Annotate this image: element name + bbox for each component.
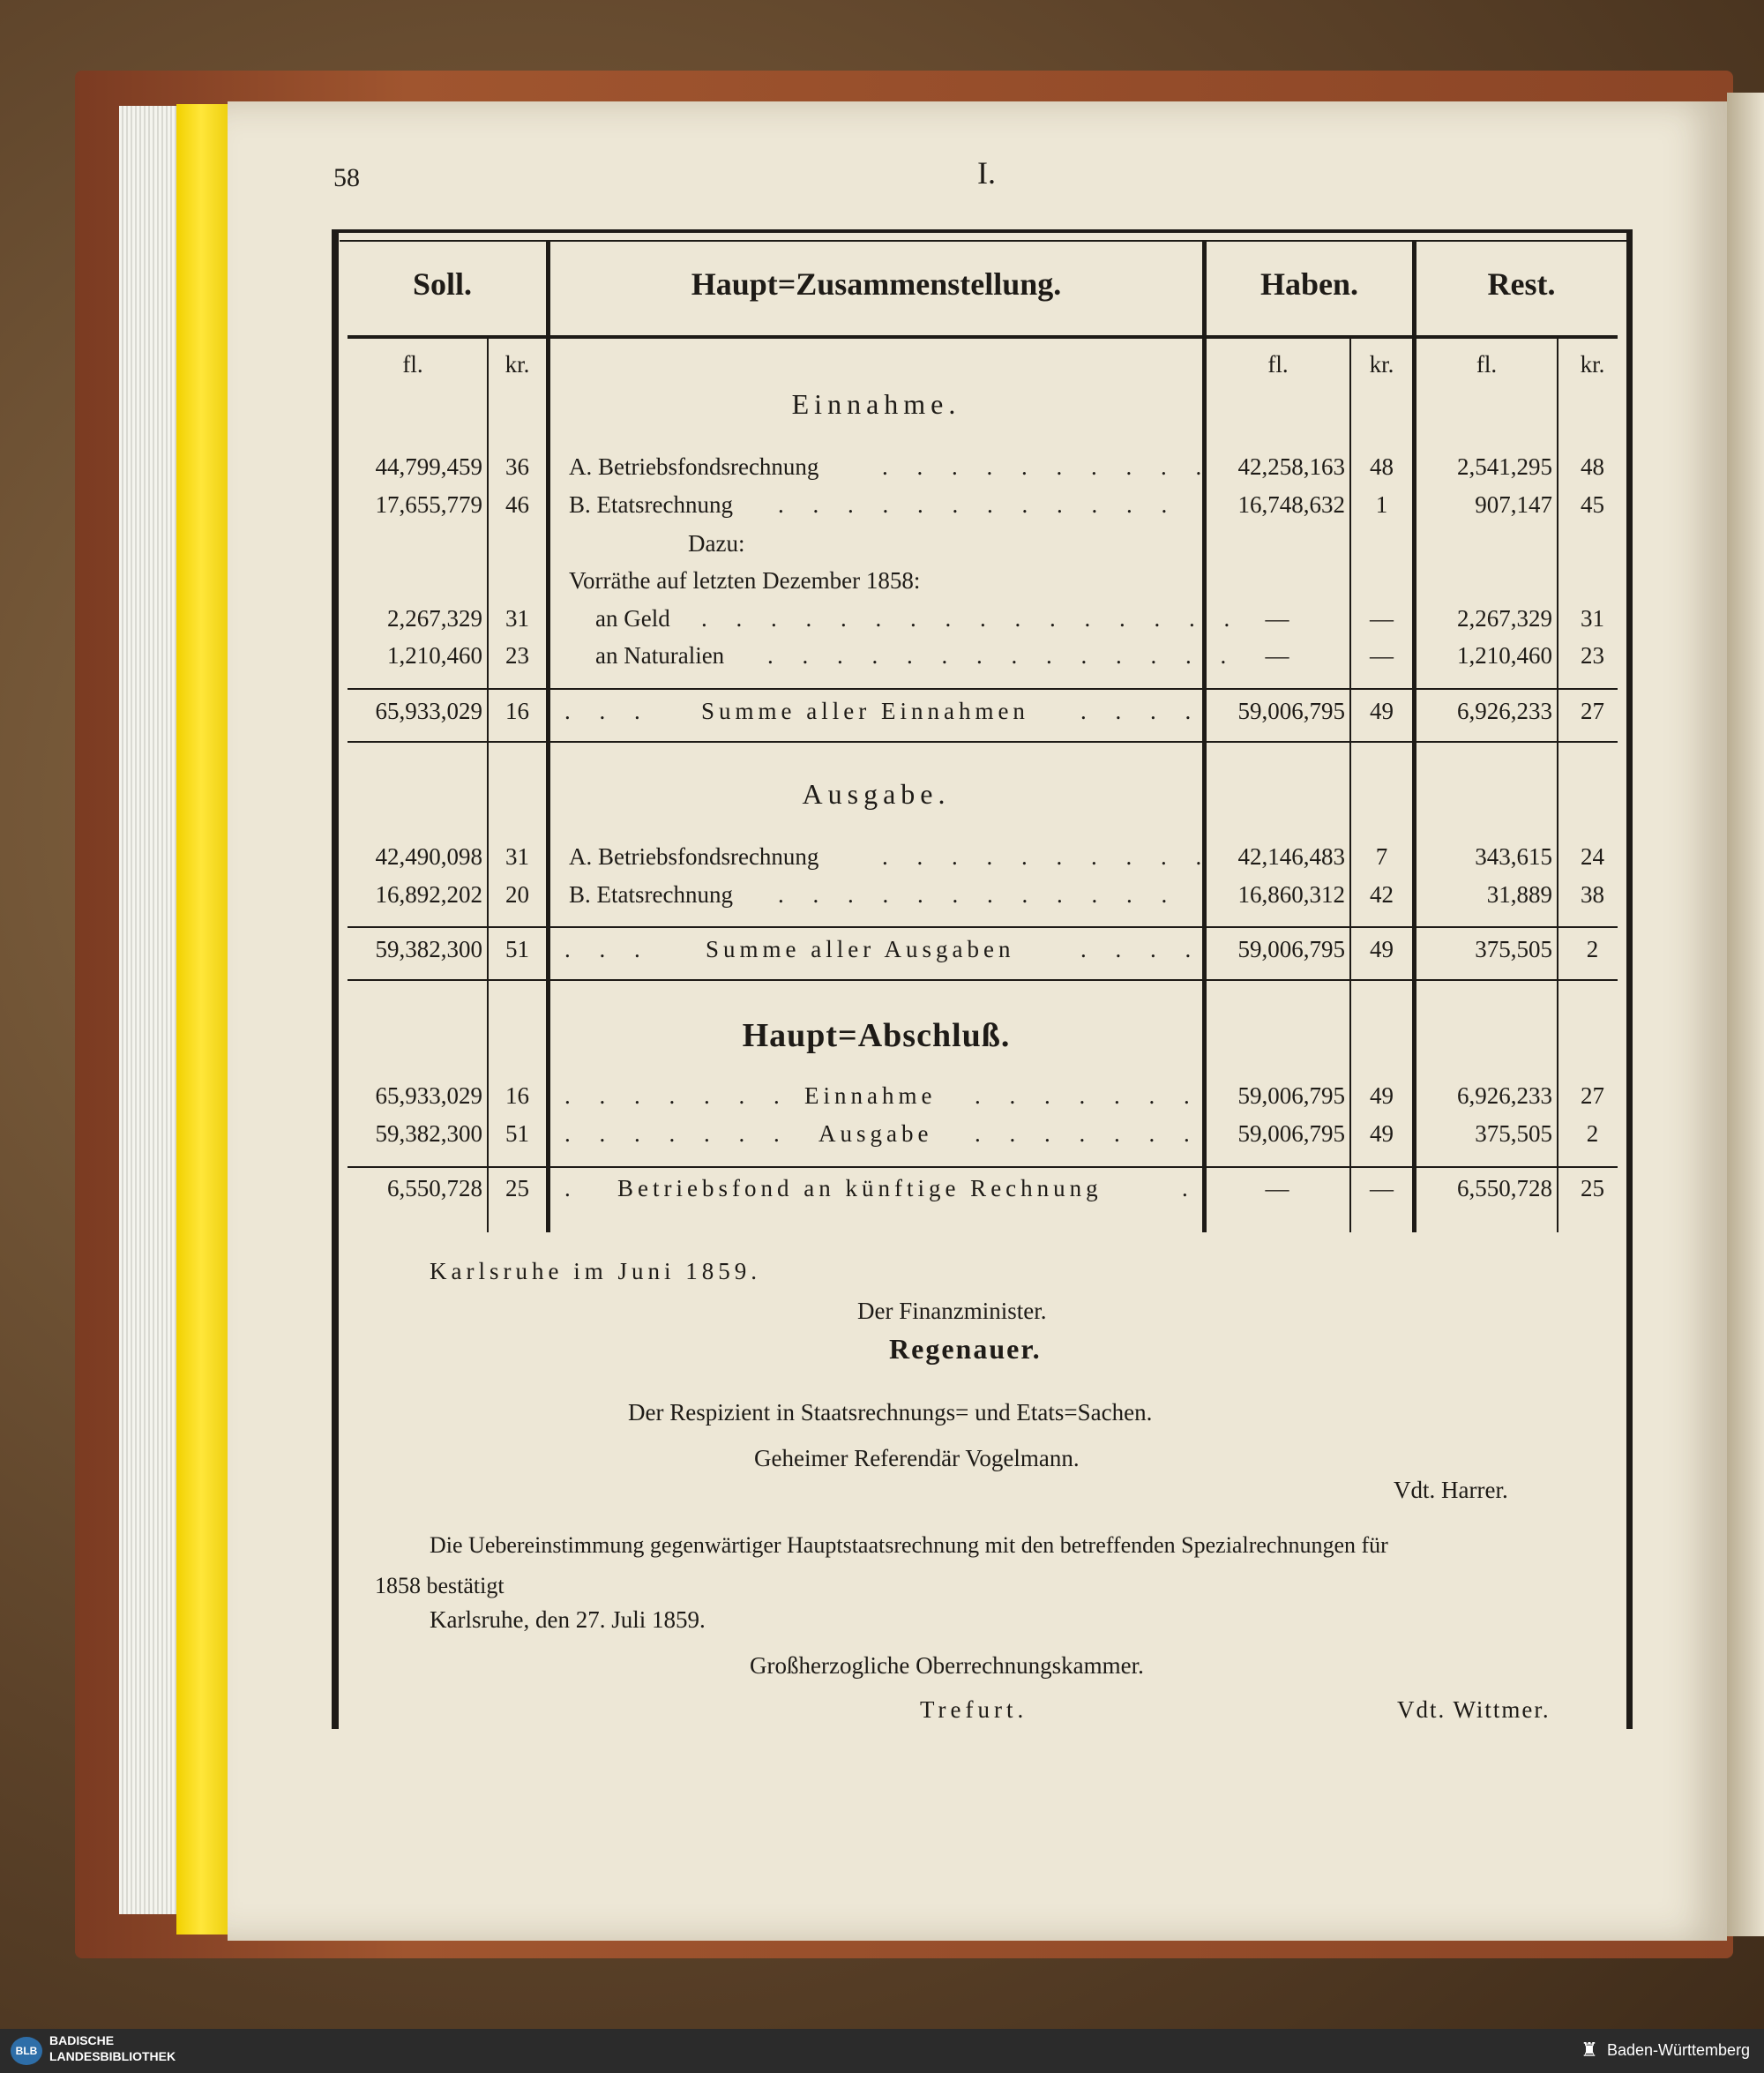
row-1-dots: . . . . . . . . . . . . xyxy=(778,491,1179,518)
sum-rule-ausgaben-bottom xyxy=(348,979,1618,981)
row-6-rest-kr: 27 xyxy=(1581,698,1604,724)
unit-rest-fl: fl. xyxy=(1476,351,1498,378)
row-0-haben-fl: 42,258,163 xyxy=(1237,453,1345,480)
row-9-dots-right: . . . . xyxy=(1080,936,1203,962)
row-11-soll-kr: 51 xyxy=(505,1120,529,1147)
row-6-dots-right: . . . . xyxy=(1080,698,1203,724)
row-11-rest-kr: 2 xyxy=(1586,1120,1599,1147)
row-9-label: Summe aller Ausgaben xyxy=(706,936,1015,962)
sum-rule-abschluss xyxy=(348,1166,1618,1168)
row-10-rest-kr: 27 xyxy=(1581,1082,1604,1109)
row-4-label: an Geld xyxy=(595,605,670,632)
row-0-haben-kr: 48 xyxy=(1370,453,1394,480)
header-bottom-rule xyxy=(348,335,1618,339)
unit-haben-kr: kr. xyxy=(1369,351,1394,378)
row-10-dots-left: . . . . . . . xyxy=(564,1082,791,1109)
row-8-rest-fl: 31,889 xyxy=(1486,881,1552,908)
row-4-soll-fl: 2,267,329 xyxy=(387,605,482,632)
facing-page-edge xyxy=(1727,93,1764,1936)
unit-soll-kr: kr. xyxy=(505,351,530,378)
row-4-haben-fl: — xyxy=(1265,605,1289,632)
unit-soll-fl: fl. xyxy=(402,351,423,378)
row-1-soll-fl: 17,655,779 xyxy=(375,491,482,518)
row-5-soll-kr: 23 xyxy=(505,642,529,669)
row-12-soll-kr: 25 xyxy=(505,1175,529,1201)
trefurt: Trefurt. xyxy=(920,1696,1028,1723)
row-7-soll-kr: 31 xyxy=(505,843,529,870)
section-haupt-abschluss: Haupt=Abschluß. xyxy=(742,1017,1011,1054)
row-11-haben-fl: 59,006,795 xyxy=(1237,1120,1345,1147)
row-9-rest-kr: 2 xyxy=(1586,936,1599,962)
row-5-rest-kr: 23 xyxy=(1581,642,1604,669)
row-8-soll-kr: 20 xyxy=(505,881,529,908)
row-5-label: an Naturalien xyxy=(595,642,725,669)
row-0-soll-kr: 36 xyxy=(505,453,529,480)
row-6-haben-fl: 59,006,795 xyxy=(1237,698,1345,724)
row-7-label: A. Betriebsfondsrechnung xyxy=(569,843,819,870)
row-0-rest-fl: 2,541,295 xyxy=(1457,453,1552,480)
place-date-1: Karlsruhe im Juni 1859. xyxy=(430,1258,761,1284)
blb-logo[interactable]: BLB xyxy=(11,2037,42,2065)
referendar: Geheimer Referendär Vogelmann. xyxy=(754,1445,1080,1471)
row-11-dots-left: . . . . . . . xyxy=(564,1120,791,1147)
table-left-border xyxy=(332,229,339,1729)
row-11-haben-kr: 49 xyxy=(1370,1120,1394,1147)
row-7-rest-fl: 343,615 xyxy=(1475,843,1552,870)
chamber: Großherzogliche Oberrechnungskammer. xyxy=(750,1652,1144,1679)
row-6-soll-fl: 65,933,029 xyxy=(375,698,482,724)
row-7-haben-fl: 42,146,483 xyxy=(1237,843,1345,870)
row-4-soll-kr: 31 xyxy=(505,605,529,632)
header-main: Haupt=Zusammenstellung. xyxy=(691,266,1062,302)
row-1-rest-kr: 45 xyxy=(1581,491,1604,518)
row-6-haben-kr: 49 xyxy=(1370,698,1394,724)
row-10-haben-kr: 49 xyxy=(1370,1082,1394,1109)
row-4-haben-kr: — xyxy=(1370,605,1394,632)
row-7-soll-fl: 42,490,098 xyxy=(375,843,482,870)
unit-rest-kr: kr. xyxy=(1580,351,1605,378)
header-rest: Rest. xyxy=(1487,266,1556,302)
minister-title: Der Finanzminister. xyxy=(857,1298,1047,1324)
row-12-label: Betriebsfond an künftige Rechnung xyxy=(617,1175,1102,1201)
header-haben: Haben. xyxy=(1259,266,1359,302)
row-0-label: A. Betriebsfondsrechnung xyxy=(569,453,819,480)
row-7-rest-kr: 24 xyxy=(1581,843,1604,870)
place-date-2: Karlsruhe, den 27. Juli 1859. xyxy=(430,1606,706,1633)
row-1-label: B. Etatsrechnung xyxy=(569,491,733,518)
row-1-rest-fl: 907,147 xyxy=(1475,491,1552,518)
row-10-soll-kr: 16 xyxy=(505,1082,529,1109)
row-1-haben-kr: 1 xyxy=(1375,491,1388,518)
row-6-rest-fl: 6,926,233 xyxy=(1457,698,1552,724)
row-7-haben-kr: 7 xyxy=(1375,843,1388,870)
row-8-dots: . . . . . . . . . . . . xyxy=(778,881,1179,908)
row-11-rest-fl: 375,505 xyxy=(1475,1120,1552,1147)
vdt-harrer: Vdt. Harrer. xyxy=(1394,1477,1508,1503)
table-top-rule xyxy=(333,229,1633,233)
row-8-rest-kr: 38 xyxy=(1581,881,1604,908)
table-right-border xyxy=(1626,229,1633,1729)
row-8-soll-fl: 16,892,202 xyxy=(375,881,482,908)
row-8-label: B. Etatsrechnung xyxy=(569,881,733,908)
row-4-rest-fl: 2,267,329 xyxy=(1457,605,1552,632)
bw-coat-of-arms-icon[interactable]: ♜ xyxy=(1581,2039,1598,2061)
row-9-dots-left: . . . xyxy=(564,936,652,962)
row-9-haben-kr: 49 xyxy=(1370,936,1394,962)
confirmation-line-2: 1858 bestätigt xyxy=(375,1573,505,1598)
row-10-dots-right: . . . . . . . xyxy=(975,1082,1201,1109)
blb-name-line-2: LANDESBIBLIOTHEK xyxy=(49,2049,176,2063)
row-6-soll-kr: 16 xyxy=(505,698,529,724)
row-2-label: Dazu: xyxy=(688,530,745,557)
row-7-dots: . . . . . . . . . . xyxy=(882,843,1214,870)
row-5-haben-fl: — xyxy=(1265,642,1289,669)
vdt-wittmer: Vdt. Wittmer. xyxy=(1397,1696,1551,1723)
minister-name: Regenauer. xyxy=(889,1333,1042,1365)
row-12-rest-kr: 25 xyxy=(1581,1175,1604,1201)
row-1-haben-fl: 16,748,632 xyxy=(1237,491,1345,518)
row-0-soll-fl: 44,799,459 xyxy=(375,453,482,480)
row-4-rest-kr: 31 xyxy=(1581,605,1604,632)
respizient: Der Respizient in Staatsrechnungs= und Etats=Sachen. xyxy=(628,1399,1153,1426)
blb-name-line-1: BADISCHE xyxy=(49,2033,115,2047)
row-0-dots: . . . . . . . . . . xyxy=(882,453,1214,480)
row-12-dots-right: . xyxy=(1182,1175,1188,1201)
row-12-dots-left: . xyxy=(564,1175,571,1201)
row-12-haben-kr: — xyxy=(1370,1175,1394,1201)
row-5-rest-fl: 1,210,460 xyxy=(1457,642,1552,669)
row-8-haben-fl: 16,860,312 xyxy=(1237,881,1345,908)
row-10-soll-fl: 65,933,029 xyxy=(375,1082,482,1109)
confirmation-line-1: Die Uebereinstimmung gegenwärtiger Hauptstaatsrechnung mit den betreffenden Spezialrechnungen für xyxy=(430,1532,1388,1558)
sum-rule-einnahmen-bottom xyxy=(348,741,1618,743)
header-soll: Soll. xyxy=(412,266,473,302)
row-12-soll-fl: 6,550,728 xyxy=(387,1175,482,1201)
row-11-soll-fl: 59,382,300 xyxy=(375,1120,482,1147)
row-10-haben-fl: 59,006,795 xyxy=(1237,1082,1345,1109)
section-einnahme: Einnahme. xyxy=(791,388,961,420)
row-6-dots-left: . . . xyxy=(564,698,652,724)
row-8-haben-kr: 42 xyxy=(1370,881,1394,908)
row-5-haben-kr: — xyxy=(1370,642,1394,669)
row-9-haben-fl: 59,006,795 xyxy=(1237,936,1345,962)
blb-name[interactable] xyxy=(49,2032,176,2064)
row-1-soll-kr: 46 xyxy=(505,491,529,518)
row-11-label: Ausgabe xyxy=(818,1120,933,1147)
section-ausgabe: Ausgabe. xyxy=(802,778,951,810)
row-6-label: Summe aller Einnahmen xyxy=(701,698,1029,724)
row-10-label: Einnahme xyxy=(804,1082,937,1109)
row-4-dots: . . . . . . . . . . . . . . . . xyxy=(701,605,1242,632)
sum-rule-ausgaben-top xyxy=(348,926,1618,928)
row-9-soll-fl: 59,382,300 xyxy=(375,936,482,962)
row-9-rest-fl: 375,505 xyxy=(1475,936,1552,962)
sum-rule-einnahmen-top xyxy=(348,688,1618,690)
row-9-soll-kr: 51 xyxy=(505,936,529,962)
viewer-bottom-bar xyxy=(0,2029,1764,2073)
row-5-dots: . . . . . . . . . . . . . . xyxy=(767,642,1238,669)
bw-name[interactable]: Baden-Württemberg xyxy=(1607,2041,1751,2059)
row-0-rest-kr: 48 xyxy=(1581,453,1604,480)
row-11-dots-right: . . . . . . . xyxy=(975,1120,1201,1147)
row-12-haben-fl: — xyxy=(1265,1175,1289,1201)
row-10-rest-fl: 6,926,233 xyxy=(1457,1082,1552,1109)
row-3-label: Vorräthe auf letzten Dezember 1858: xyxy=(569,567,921,594)
page-number: 58 xyxy=(333,163,360,192)
unit-haben-fl: fl. xyxy=(1267,351,1289,378)
row-5-soll-fl: 1,210,460 xyxy=(387,642,482,669)
table-top-rule-inner xyxy=(340,240,1626,242)
row-12-rest-fl: 6,550,728 xyxy=(1457,1175,1552,1201)
section-numeral: I. xyxy=(977,155,996,191)
